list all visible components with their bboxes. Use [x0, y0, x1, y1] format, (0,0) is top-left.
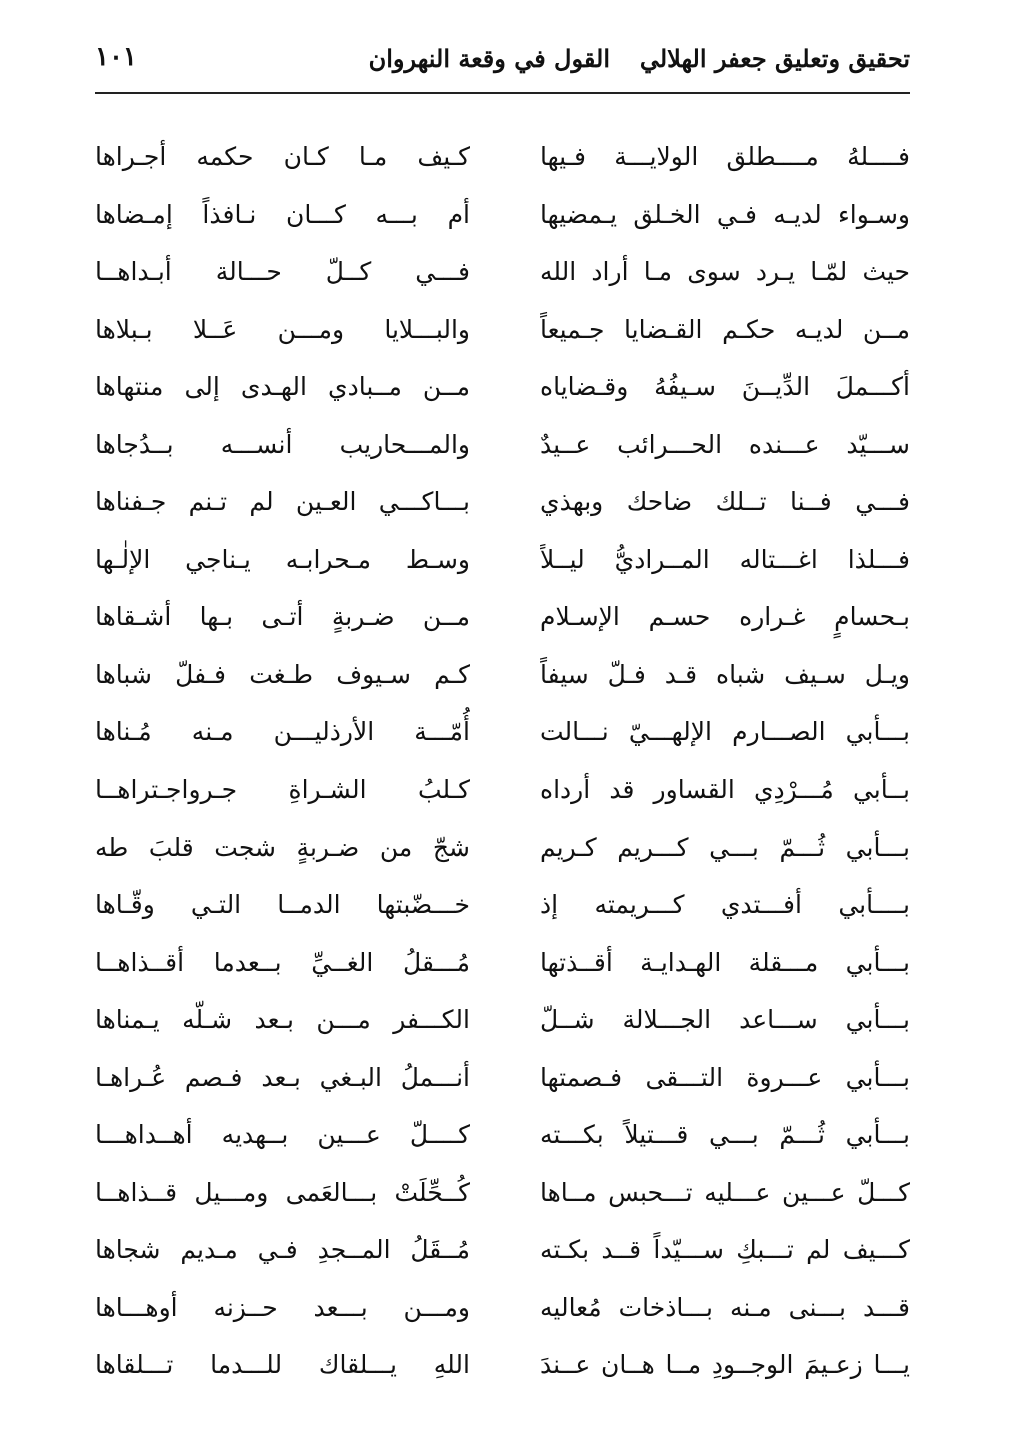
verse-line — [95, 646, 910, 704]
first-hemistich: بـــأبي ثُـــمّ بـــي قـــتيلاً بكـــته — [540, 1120, 910, 1150]
verse-line — [95, 1221, 910, 1279]
second-hemistich: والمـــحاريب أنســـه بــدُجاها — [95, 429, 470, 459]
first-hemistich: فـــي فــنا تــلك ضاحك وبهذي — [540, 487, 910, 517]
header-rule — [95, 92, 910, 94]
verse-line — [95, 588, 910, 646]
second-hemistich: الكـــفر مـــن بـعد شـلّه يـمناها — [95, 1005, 470, 1035]
first-hemistich: كـــلّ عـــين عـــليه تـــحبس مــاها — [540, 1177, 910, 1207]
verse-line — [95, 358, 910, 416]
verse-line — [95, 1106, 910, 1164]
first-hemistich: بـــأبي الصـــارم الإلهـــيّ نـــالت — [540, 717, 910, 747]
verse-line — [95, 761, 910, 819]
first-hemistich: حيث لمّـا يـرد سوى مـا أراد الله — [540, 257, 910, 287]
first-hemistich: ويـل سـيف شباه قـد فـلّ سيفاً — [540, 659, 910, 689]
page-number: ١٠١ — [95, 42, 137, 72]
second-hemistich: أُمّـــة الأرذليـــن مـنه مُـناها — [95, 717, 470, 747]
first-hemistich: بــــأبي أفـــتدي كـــريمته إذ — [540, 890, 910, 920]
second-hemistich: مــن مــبادي الهـدى إلى منتهاها — [95, 372, 470, 402]
second-hemistich: اللهِ يـــلقاك للـــدما تـــلقاها — [95, 1350, 470, 1380]
first-hemistich: بــأبي مُـــرْدِي القساور قد أرداه — [540, 775, 910, 805]
running-header — [95, 38, 910, 84]
first-hemistich: بـــأبي عـــروة التـــقى فـصمتها — [540, 1062, 910, 1092]
verse-line — [95, 301, 910, 359]
verse-line — [95, 1164, 910, 1222]
first-hemistich: ســـيّد عـــنده الحـــرائب عــيدٌ — [540, 429, 910, 459]
verse-line — [95, 991, 910, 1049]
verse-line — [95, 531, 910, 589]
second-hemistich: كــــلّ عـــين بــهديه أهــداهـــا — [95, 1120, 470, 1150]
verse-line — [95, 186, 910, 244]
second-hemistich: كُــحِّلَتْ بـــالعَمى ومـــيل قــذاهــا — [95, 1177, 470, 1207]
second-hemistich: ومـــن بـــعد حــزنه أوهـــاها — [95, 1292, 470, 1322]
first-hemistich: وسـواء لديـه فـي الخـلق يـمضيها — [540, 199, 910, 229]
first-hemistich: مــن لديـه حكـم القـضايا جـميعاً — [540, 314, 910, 344]
second-hemistich: خـــضّبتها الدمــا التـي وقّـاها — [95, 890, 470, 920]
verse-line — [95, 876, 910, 934]
verse-line — [95, 819, 910, 877]
poem-body — [95, 128, 910, 1394]
first-hemistich: قـــد بـــنى مـنه بـــاذخات مُعاليه — [540, 1292, 910, 1322]
second-hemistich: كـم سـيوف طـغت فـفلّ شباها — [95, 659, 470, 689]
second-hemistich: أنـــملُ البـغي بـعد فـصم عُـراهـا — [95, 1062, 470, 1092]
second-hemistich: مُــقَلُ المــجدِ فـي مـديم شجاها — [95, 1235, 470, 1265]
second-hemistich: وسـط مـحرابـه يـناجي الإلٰـها — [95, 544, 470, 574]
first-hemistich: فـــلذا اغـــتاله المــراديُّ ليــلاً — [540, 544, 910, 574]
verse-line — [95, 416, 910, 474]
second-hemistich: مُـــقلُ الغــيِّ بــعدما أقــذاهــا — [95, 947, 470, 977]
second-hemistich: والبـــلايا ومـــن عَــلا بـبلاها — [95, 314, 470, 344]
first-hemistich: بـــأبي ثُـــمّ بـــي كـــريم كـريم — [540, 832, 910, 862]
first-hemistich: بـــأبي مـــقلة الهـدايـة أقــذتها — [540, 947, 910, 977]
first-hemistich: كـــيف لم تـــبكِ ســـيّداً قــد بكـته — [540, 1235, 910, 1265]
verse-line — [95, 1049, 910, 1107]
second-hemistich: شجّ من ضـربةٍ شجت قلبَ طه — [95, 832, 470, 862]
verse-line — [95, 243, 910, 301]
first-hemistich: بـــأبي ســـاعد الجـــلالة شــلّ — [540, 1005, 910, 1035]
verse-line — [95, 1279, 910, 1337]
second-hemistich: فـــي كــلّ حـــالة أبـداهــا — [95, 257, 470, 287]
verse-line — [95, 473, 910, 531]
verse-line — [95, 703, 910, 761]
chapter-title: القول في وقعة النهروان — [368, 44, 610, 73]
first-hemistich: يـــا زعـيمَ الوجــودِ مــا هــان عــندَ — [540, 1350, 910, 1380]
second-hemistich: مــن ضـربةٍ أتـى بـها أشـقاها — [95, 602, 470, 632]
verse-line — [95, 1336, 910, 1394]
second-hemistich: كـيف مـا كـان حكمه أجـراها — [95, 142, 470, 171]
second-hemistich: كـلبُ الشـراةِ جـرواجـتراهــا — [95, 775, 470, 805]
first-hemistich: فــــلهُ مــــطلق الولايـــة فـيها — [540, 142, 910, 171]
second-hemistich: بـــاكـــي العـين لم تـنم جـفناها — [95, 487, 470, 517]
second-hemistich: أم بـــه كـــان نـافذاً إمـضاها — [95, 199, 470, 229]
first-hemistich: أكـــملَ الدِّيــنَ سـيفُهُ وقـضاياه — [540, 372, 910, 402]
verse-line — [95, 934, 910, 992]
verse-line — [95, 128, 910, 186]
book-title: تحقيق وتعليق جعفر الهلالي — [639, 44, 910, 73]
first-hemistich: بـحسامٍ غـراره حسـم الإسـلام — [540, 602, 910, 632]
